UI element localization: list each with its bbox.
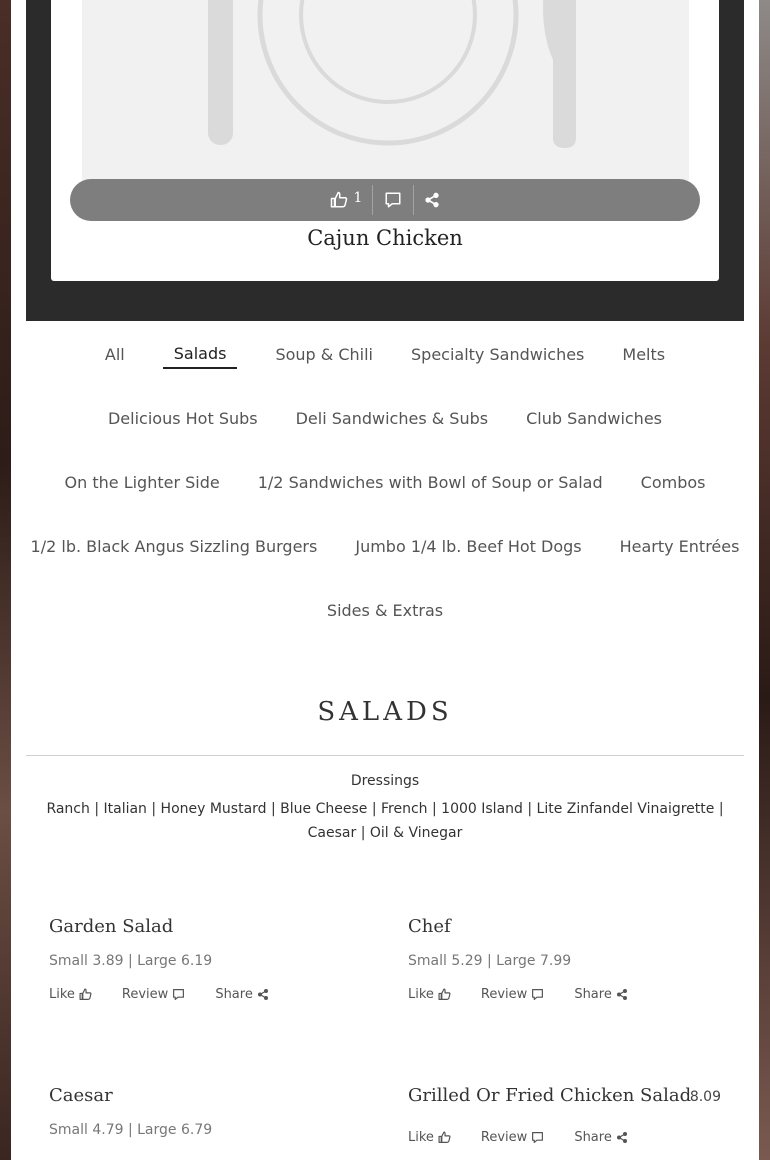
thumbs-up-icon — [438, 988, 451, 1001]
tab-combos[interactable]: Combos — [640, 472, 706, 492]
featured-dish-card — [51, 0, 719, 281]
dish-actions-bar — [70, 179, 700, 221]
background-right — [758, 0, 770, 1160]
item-actions — [49, 987, 379, 1002]
category-row — [26, 513, 744, 577]
comment-icon — [531, 1131, 544, 1144]
thumbs-up-icon — [438, 1131, 451, 1144]
item-actions — [408, 1130, 721, 1145]
dressings-label: Dressings — [350, 773, 420, 789]
dressings-list: Ranch | Italian | Honey Mustard | Blue Cheese | French | 1000 Island | Lite Zinfandel Vinaigrette | Caesar | Oil & Vinegar — [46, 801, 724, 841]
tab-salads[interactable]: Salads — [163, 338, 238, 369]
tab-delicious-hot-subs[interactable]: Delicious Hot Subs — [107, 408, 258, 428]
category-tabs — [26, 321, 744, 641]
item-review-button[interactable]: Review — [122, 987, 185, 1002]
dish-image-placeholder — [82, 0, 689, 180]
item-price: Small 3.89 | Large 6.19 — [49, 953, 213, 969]
page-content — [11, 0, 759, 1160]
item-like-button[interactable]: Like — [408, 1130, 451, 1145]
tab-hot-dogs[interactable]: Jumbo 1/4 lb. Beef Hot Dogs — [355, 536, 582, 556]
thumbs-up-icon — [79, 988, 92, 1001]
tab-club-sandwiches[interactable]: Club Sandwiches — [526, 408, 662, 428]
like-count: 1 — [353, 190, 363, 206]
tab-melts[interactable]: Melts — [622, 344, 666, 364]
share-button[interactable] — [413, 185, 450, 215]
menu-item — [49, 916, 379, 1002]
tab-all[interactable]: All — [104, 344, 125, 364]
menu-item — [408, 1085, 721, 1145]
thumbs-up-icon — [330, 191, 348, 209]
menu-item — [49, 1085, 379, 1138]
item-share-button[interactable]: Share — [574, 987, 628, 1002]
item-share-button[interactable]: Share — [574, 1130, 628, 1145]
section-divider — [26, 755, 744, 756]
item-share-button[interactable]: Share — [215, 987, 269, 1002]
tab-hearty-entrees[interactable]: Hearty Entrées — [619, 536, 740, 556]
item-name: Chef — [408, 916, 451, 937]
comment-icon — [384, 191, 402, 209]
menu-item — [408, 916, 738, 1002]
item-review-button[interactable]: Review — [481, 1130, 544, 1145]
comment-icon — [531, 988, 544, 1001]
item-name: Garden Salad — [49, 916, 174, 937]
share-icon — [257, 988, 269, 1001]
review-button[interactable] — [372, 185, 413, 215]
category-row — [26, 385, 744, 449]
item-like-button[interactable]: Like — [49, 987, 92, 1002]
item-like-button[interactable]: Like — [408, 987, 451, 1002]
share-icon — [424, 191, 440, 209]
like-button[interactable] — [322, 179, 370, 221]
tab-burgers[interactable]: 1/2 lb. Black Angus Sizzling Burgers — [30, 536, 318, 556]
item-price: Small 4.79 | Large 6.79 — [49, 1122, 213, 1138]
section-title: SALADS — [317, 697, 453, 727]
tab-soup-chili[interactable]: Soup & Chili — [275, 344, 373, 364]
category-row — [26, 321, 744, 385]
item-name: Caesar — [49, 1085, 113, 1106]
plate-placeholder-icon — [82, 0, 689, 180]
item-name: Grilled Or Fried Chicken Salad — [408, 1085, 692, 1106]
tab-half-sandwiches[interactable]: 1/2 Sandwiches with Bowl of Soup or Salad — [257, 472, 603, 492]
tab-sides-extras[interactable]: Sides & Extras — [326, 600, 444, 620]
category-row — [26, 577, 744, 641]
item-actions — [408, 987, 738, 1002]
tab-deli-sandwiches-subs[interactable]: Deli Sandwiches & Subs — [295, 408, 489, 428]
item-price: Small 5.29 | Large 7.99 — [408, 953, 572, 969]
share-icon — [616, 1131, 628, 1144]
item-price: 8.09 — [689, 1089, 721, 1105]
featured-dish-panel — [26, 0, 744, 321]
tab-specialty-sandwiches[interactable]: Specialty Sandwiches — [411, 344, 585, 364]
tab-lighter-side[interactable]: On the Lighter Side — [64, 472, 220, 492]
item-review-button[interactable]: Review — [481, 987, 544, 1002]
comment-icon — [172, 988, 185, 1001]
share-icon — [616, 988, 628, 1001]
featured-dish-title: Cajun Chicken — [307, 226, 463, 250]
category-row — [26, 449, 744, 513]
